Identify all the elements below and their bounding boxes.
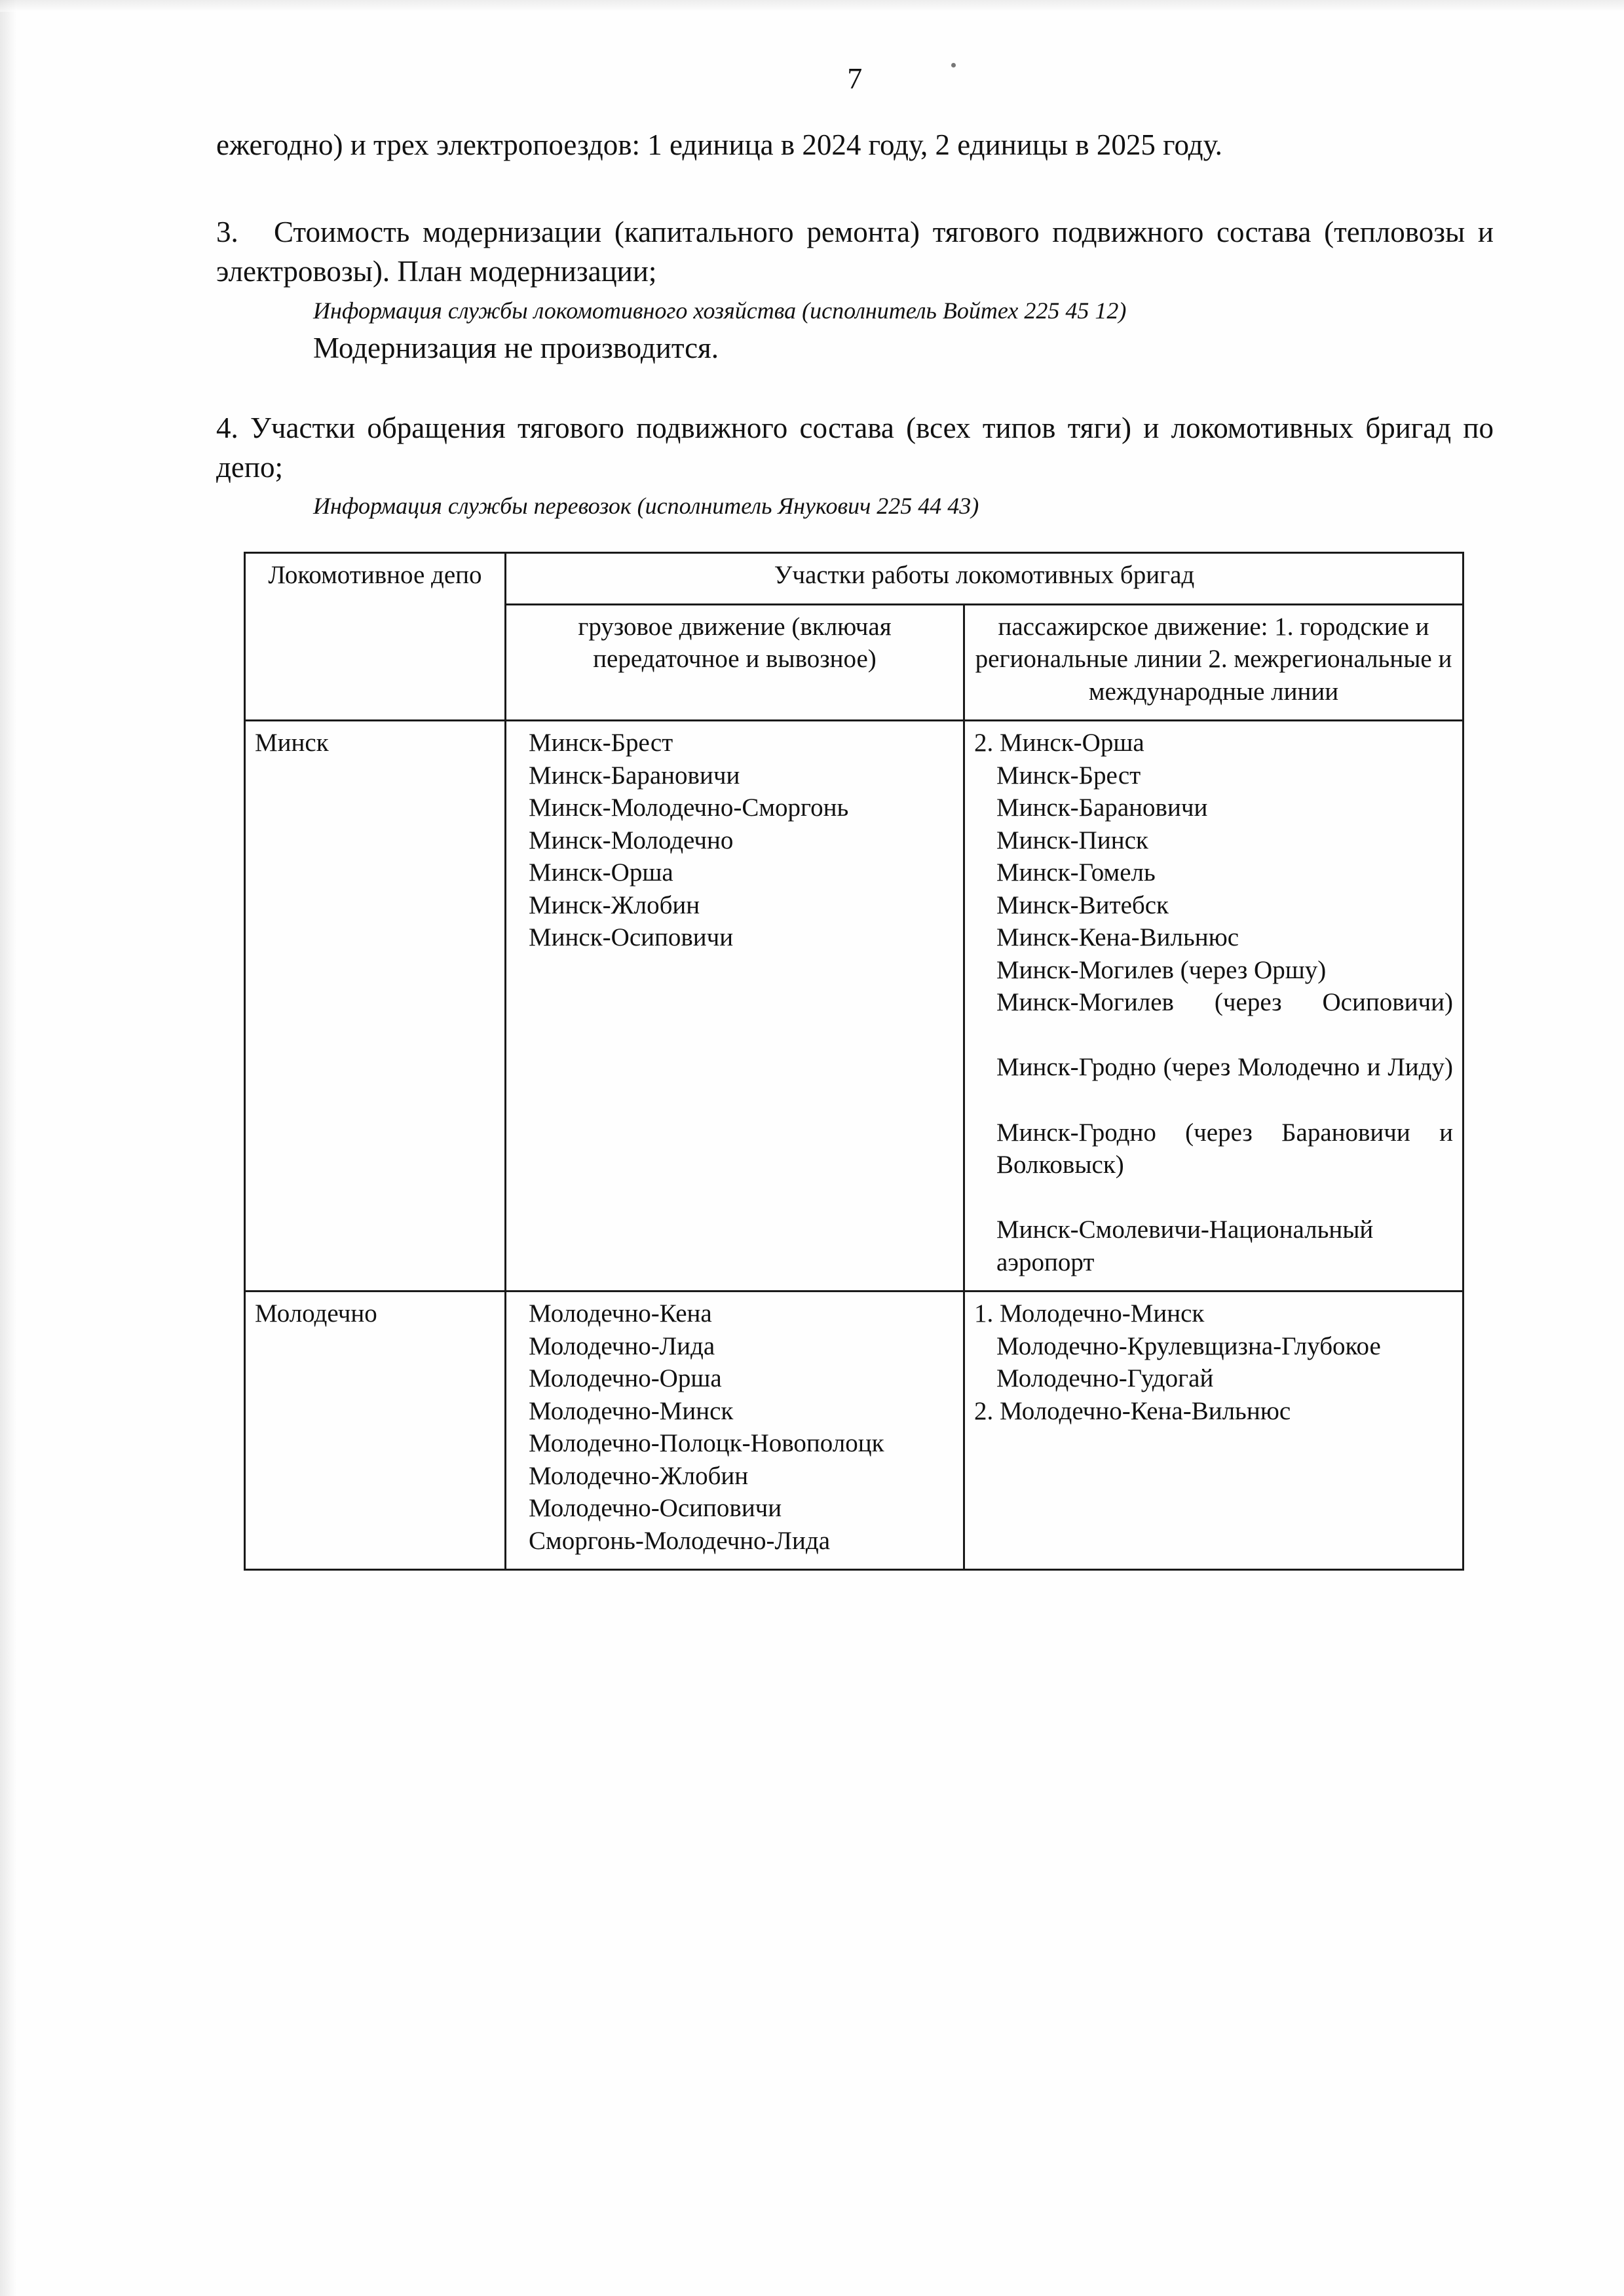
list-item: [974, 1117, 1453, 1214]
list-item: Молодечно-Лида: [529, 1331, 715, 1360]
list-item: 1. Молодечно-Минск: [974, 1299, 1205, 1328]
list-item: Минск-Молодечно-Сморгонь: [529, 794, 849, 822]
list-item: Молодечно-Гудогай: [996, 1364, 1214, 1393]
table-header-freight: грузовое движение (включая передаточное и вывозное): [506, 604, 964, 721]
table-header-depot: Локомотивное депо: [245, 553, 506, 721]
table-header-row-group: [245, 553, 1463, 605]
list-item: Минск-Орша: [529, 858, 673, 887]
list-item: Минск-Осиповичи: [529, 923, 734, 952]
passenger-routes-cell: [964, 1292, 1463, 1570]
list-item: [974, 986, 1453, 1051]
paragraph-item-3: [216, 213, 1494, 292]
table-header-passenger: пассажирское движение: 1. городские и региональные линии 2. межрегиональные и международные линии: [964, 604, 1463, 721]
item-4-note: Информация службы перевозок (исполнитель Янукович 225 44 43): [313, 493, 979, 520]
item-3-answer: Модернизация не производится.: [313, 331, 719, 364]
list-item: Молодечно-Полоцк-Новополоцк: [529, 1429, 884, 1458]
list-item-text: Минск-Гродно (через Барановичи и Волковыск): [996, 1118, 1453, 1179]
list-item: Молодечно-Жлобин: [529, 1461, 749, 1490]
list-item: Минск-Пинск: [996, 826, 1148, 854]
list-item: Молодечно-Орша: [529, 1364, 722, 1393]
freight-routes-cell: [506, 721, 964, 1292]
freight-routes-list: [516, 1297, 954, 1557]
list-item: Минск-Витебск: [996, 890, 1169, 919]
list-item: Молодечно-Минск: [529, 1396, 734, 1425]
list-item: Минск-Жлобин: [529, 890, 700, 919]
passenger-routes-list: [974, 727, 1453, 1278]
list-item-text: Минск-Могилев (через Осиповичи): [996, 988, 1453, 1017]
list-item: Молодечно-Осиповичи: [529, 1494, 782, 1523]
freight-routes-cell: [506, 1292, 964, 1570]
item-3-text: Стоимость модернизации (капитального ремонта) тягового подвижного состава (тепловозы и электровозы). План модернизации;: [216, 216, 1494, 288]
locomotive-depot-table: [244, 552, 1464, 1571]
passenger-routes-list: [974, 1297, 1453, 1427]
table-header-group: Участки работы локомотивных бригад: [506, 553, 1463, 605]
paragraph-continued: ежегодно) и трех электропоездов: 1 единица в 2024 году, 2 единицы в 2025 году.: [216, 128, 1222, 161]
list-item: Молодечно-Крулевщизна-Глубокое: [996, 1331, 1381, 1360]
scan-edge-artifact-left: [0, 0, 17, 2296]
list-item: Минск-Гомель: [996, 858, 1156, 887]
list-item: Молодечно-Кена: [529, 1299, 712, 1328]
scan-edge-artifact-top: [0, 0, 1624, 12]
list-item: Минск-Могилев (через Оршу): [996, 955, 1327, 984]
list-item: Минск-Барановичи: [996, 794, 1208, 822]
list-item: 2. Молодечно-Кена-Вильнюс: [974, 1396, 1291, 1425]
list-item: Минск-Кена-Вильнюс: [996, 923, 1239, 952]
list-item: Минск-Смолевичи-Национальный аэропорт: [996, 1215, 1374, 1276]
list-item: Минск-Молодечно: [529, 826, 734, 854]
list-item: [974, 1051, 1453, 1116]
page-content: [216, 62, 1494, 1571]
table-row: [245, 721, 1463, 1292]
depot-name: Минск: [245, 721, 506, 1292]
list-item: Минск-Брест: [529, 729, 673, 757]
table-row: [245, 1292, 1463, 1570]
item-3-number: 3.: [216, 216, 238, 249]
item-3-note: Информация службы локомотивного хозяйства (исполнитель Войтех 225 45 12): [313, 297, 1127, 324]
freight-routes-list: [516, 727, 954, 954]
list-item: Минск-Барановичи: [529, 761, 740, 790]
list-item: Минск-Брест: [996, 761, 1141, 790]
page-number: 7: [847, 62, 863, 95]
list-item: 2. Минск-Орша: [974, 729, 1144, 757]
paragraph-item-4: 4. Участки обращения тягового подвижного состава (всех типов тяги) и локомотивных бригад по депо;: [216, 411, 1494, 484]
list-item-text: Минск-Гродно (через Молодечно и Лиду): [996, 1053, 1453, 1082]
list-item: Сморгонь-Молодечно-Лида: [529, 1526, 831, 1555]
depot-name: Молодечно: [245, 1292, 506, 1570]
passenger-routes-cell: [964, 721, 1463, 1292]
